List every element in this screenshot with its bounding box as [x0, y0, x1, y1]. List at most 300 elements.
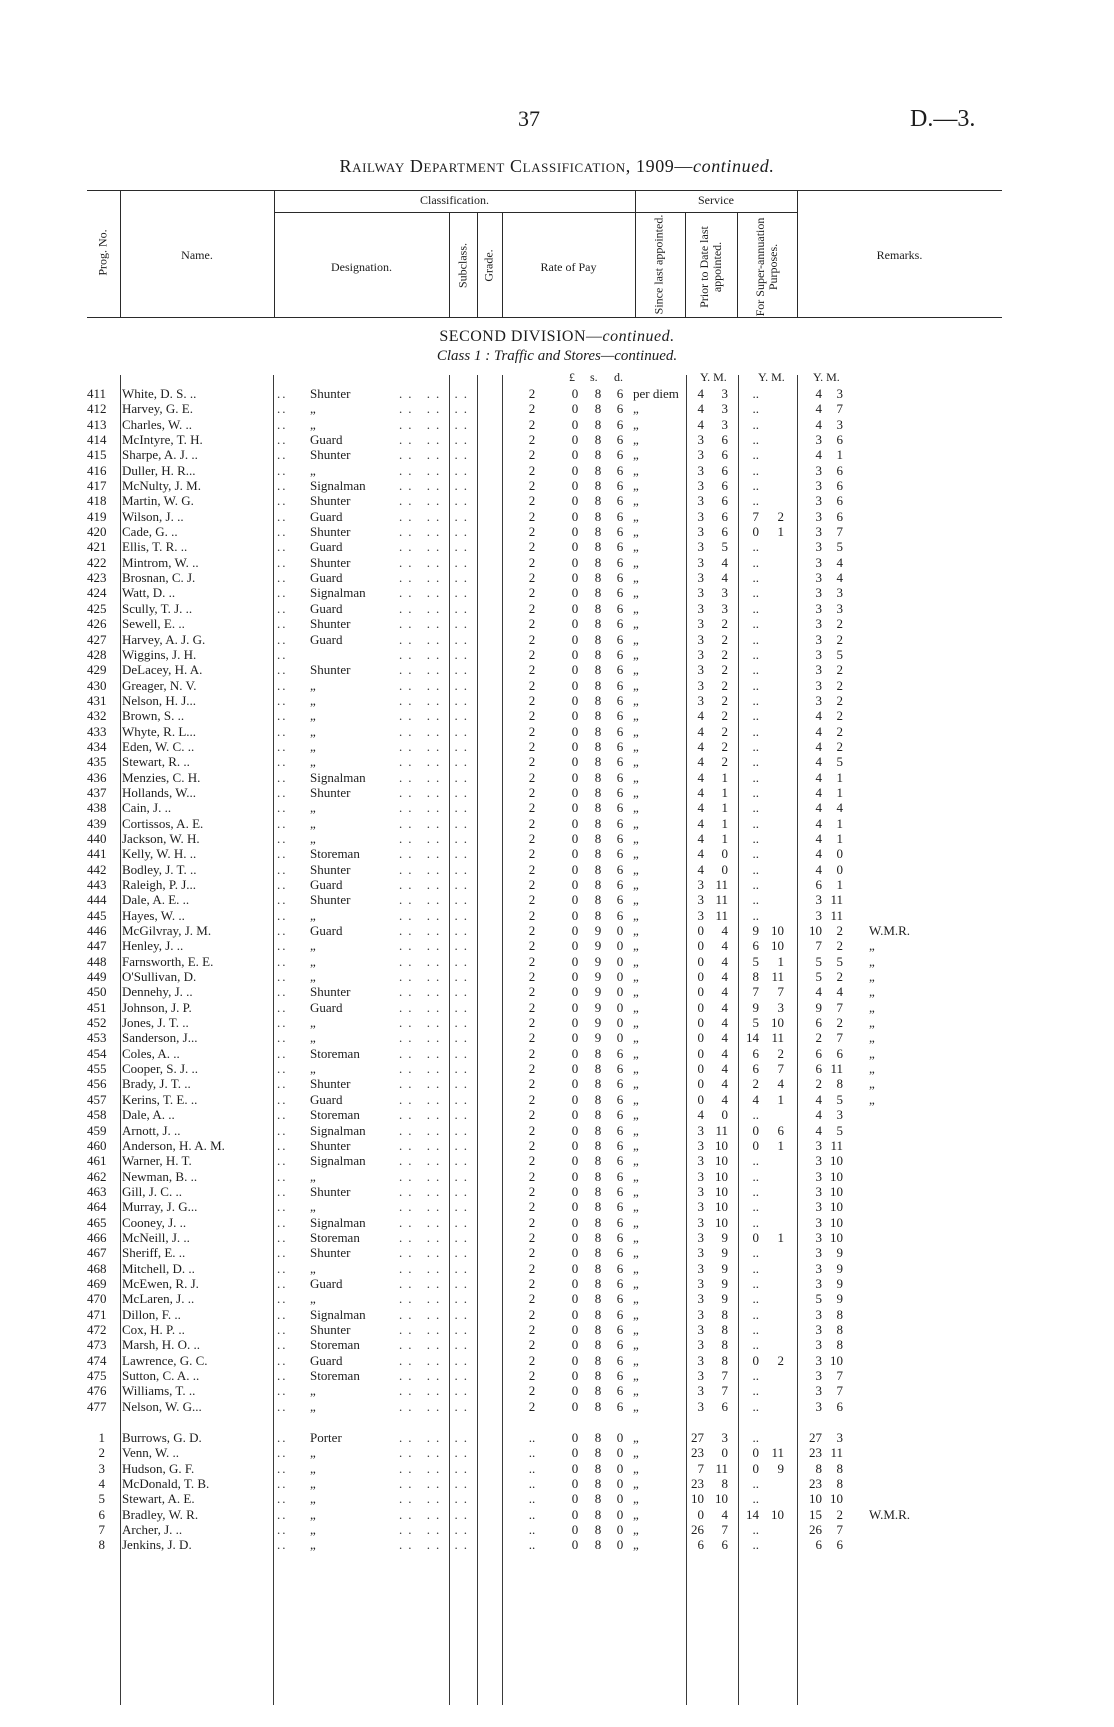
row-since-years: 4	[697, 769, 704, 785]
row-super-months: 8	[836, 1076, 843, 1092]
table-row: .. .. .. .. 476 Williams, T. .. „ 2 0 8 6 „ 3 7 .. 3 7	[87, 1383, 843, 1399]
row-super-months: 11	[830, 1445, 843, 1461]
row-since-years: 4	[697, 830, 704, 846]
row-pay-unit: „	[633, 416, 639, 432]
row-number: 465	[87, 1214, 107, 1230]
row-grade: ..	[528, 1476, 536, 1492]
header-remarks: Remarks.	[876, 248, 923, 262]
row-name: Marsh, H. O. ..	[122, 1337, 200, 1353]
row-since-months: 1	[721, 800, 728, 816]
page-reference: D.—3.	[910, 106, 976, 132]
row-pay-unit: „	[633, 1368, 639, 1383]
row-pay-pounds: 0	[571, 1061, 579, 1077]
row-prior-years: ..	[752, 692, 759, 708]
row-designation: „	[310, 830, 316, 846]
row-super-years: 3	[815, 554, 822, 570]
row-super-months: 1	[836, 830, 843, 846]
row-grade: 2	[528, 1368, 536, 1383]
row-pay-unit: „	[633, 462, 639, 478]
row-designation: Shunter	[310, 892, 351, 908]
row-super-months: 0	[836, 846, 843, 862]
table-row: .. .. .. .. 422 Mintrom, W. .. Shunter 2 0 8 6 „ 3 4 .. 3 4	[87, 554, 843, 570]
row-designation: Storeman	[310, 846, 360, 862]
row-name: Newman, B. ..	[122, 1168, 198, 1184]
row-since-months: 4	[721, 1061, 728, 1077]
row-designation: Shunter	[310, 784, 351, 800]
row-super-years: 3	[815, 662, 822, 678]
row-pay-unit: „	[633, 999, 639, 1015]
row-designation: Guard	[310, 570, 343, 586]
table-header	[87, 190, 1002, 318]
row-prior-years: ..	[752, 1430, 759, 1446]
row-grade: 2	[528, 1245, 536, 1261]
row-since-months: 4	[721, 570, 728, 586]
row-pay-shillings: 8	[594, 1275, 602, 1291]
row-super-years: 3	[815, 616, 822, 632]
row-pay-shillings: 8	[594, 1214, 602, 1230]
row-since-months: 3	[721, 600, 728, 616]
row-super-months: 6	[836, 432, 843, 448]
row-pay-shillings: 8	[594, 416, 602, 432]
row-since-years: 4	[697, 738, 704, 754]
row-grade: ..	[528, 1445, 536, 1461]
row-name: Menzies, C. H.	[122, 769, 201, 785]
row-number: 418	[87, 493, 107, 509]
row-pay-shillings: 9	[594, 984, 602, 1000]
row-since-months: 10	[715, 1153, 728, 1169]
row-designation: „	[310, 1383, 316, 1399]
row-pay-shillings: 8	[594, 1398, 602, 1414]
row-pay-shillings: 8	[594, 631, 602, 647]
header-for-super: For Super-annuation Purposes.	[753, 217, 780, 317]
row-pay-pounds: 0	[571, 554, 579, 570]
row-pay-pounds: 0	[571, 1537, 579, 1553]
row-number: 457	[87, 1091, 107, 1107]
header-designation: Designation.	[331, 260, 392, 274]
row-number: 443	[87, 877, 107, 892]
row-pay-shillings: 8	[594, 1337, 602, 1353]
row-since-years: 3	[697, 1260, 704, 1276]
row-pay-pence: 6	[616, 1321, 624, 1337]
row-since-months: 2	[721, 692, 728, 708]
row-name: Harvey, A. J. G.	[122, 631, 206, 647]
row-since-years: 4	[697, 846, 704, 862]
row-pay-pounds: 0	[571, 1107, 579, 1123]
row-grade: 2	[528, 800, 536, 816]
row-designation: Storeman	[310, 1368, 360, 1383]
row-grade: 2	[528, 478, 536, 494]
row-prior-years: 0	[752, 1352, 759, 1368]
row-prior-months: 2	[777, 508, 784, 524]
row-super-years: 4	[815, 738, 822, 754]
row-pay-pence: 0	[616, 1460, 624, 1476]
row-since-months: 2	[721, 754, 728, 770]
row-pay-pence: 6	[616, 1122, 624, 1138]
row-prior-years: ..	[752, 447, 759, 463]
row-pay-shillings: 8	[594, 1260, 602, 1276]
row-grade: ..	[528, 1522, 536, 1538]
row-super-years: 3	[815, 570, 822, 586]
table-row: .. .. .. .. 449 O'Sullivan, D. „ 2 0 9 0 „ 0 4 8 11 5 2 „	[87, 969, 875, 985]
row-pay-unit: „	[633, 1321, 639, 1337]
row-since-years: 3	[697, 539, 704, 555]
row-pay-unit: „	[633, 1137, 639, 1153]
row-pay-unit: „	[633, 984, 639, 1000]
row-since-months: 6	[721, 462, 728, 478]
table-row: .. .. .. .. 430 Greager, N. V. „ 2 0 8 6 „ 3 2 .. 3 2	[87, 677, 843, 693]
row-designation: Shunter	[310, 662, 351, 678]
row-remarks: „	[869, 1061, 875, 1077]
row-number: 417	[87, 478, 107, 494]
row-number: 436	[87, 769, 107, 785]
row-super-months: 2	[836, 1015, 843, 1031]
row-pay-pence: 6	[616, 570, 624, 586]
row-designation: Storeman	[310, 1107, 360, 1123]
row-pay-pence: 6	[616, 1137, 624, 1153]
row-prior-months: 1	[777, 524, 784, 540]
row-prior-months: 2	[777, 1352, 784, 1368]
row-designation: „	[310, 1491, 316, 1507]
row-number: 474	[87, 1352, 107, 1368]
row-super-months: 3	[836, 416, 843, 432]
row-super-months: 6	[836, 1045, 843, 1061]
row-pay-shillings: 9	[594, 938, 602, 954]
row-pay-pence: 0	[616, 969, 624, 985]
row-prior-years: ..	[752, 1476, 759, 1492]
row-pay-pounds: 0	[571, 938, 579, 954]
row-super-months: 1	[836, 815, 843, 831]
row-pay-pence: 6	[616, 754, 624, 770]
row-pay-pence: 0	[616, 984, 624, 1000]
row-since-months: 3	[721, 585, 728, 601]
row-super-months: 8	[836, 1337, 843, 1353]
row-pay-unit: „	[633, 754, 639, 770]
row-prior-years: ..	[752, 830, 759, 846]
row-super-years: 3	[815, 1368, 822, 1383]
row-since-years: 3	[697, 478, 704, 494]
row-designation: Guard	[310, 877, 343, 892]
table-row: .. .. .. .. 1 Burrows, G. D. Porter .. 0 8 0 „ 27 3 .. 27 3	[87, 1430, 1002, 1445]
row-super-years: 3	[815, 1199, 822, 1215]
row-pay-pence: 6	[616, 401, 624, 417]
row-since-years: 0	[697, 953, 704, 969]
table-row: .. .. .. .. 426 Sewell, E. .. Shunter 2 0 8 6 „ 3 2 .. 3 2	[87, 616, 843, 632]
row-since-years: 3	[697, 1321, 704, 1337]
row-pay-shillings: 8	[594, 892, 602, 908]
row-grade: 2	[528, 877, 536, 892]
row-prior-years: ..	[752, 1321, 759, 1337]
row-super-years: 3	[815, 478, 822, 494]
row-super-years: 4	[815, 386, 822, 401]
row-pay-pounds: 0	[571, 1275, 579, 1291]
row-pay-pounds: 0	[571, 953, 579, 969]
row-super-months: 10	[830, 1491, 843, 1507]
row-since-years: 4	[697, 784, 704, 800]
row-number: 3	[98, 1460, 105, 1476]
row-super-years: 3	[815, 585, 822, 601]
row-super-years: 3	[815, 524, 822, 540]
row-super-months: 2	[836, 969, 843, 985]
row-name: Coles, A. ..	[122, 1045, 180, 1061]
row-prior-years: ..	[752, 1153, 759, 1169]
row-since-months: 7	[721, 1368, 728, 1383]
row-pay-unit: „	[633, 1260, 639, 1276]
row-pay-pence: 0	[616, 923, 624, 939]
table-row: .. .. .. .. 416 Duller, H. R... „ 2 0 8 6 „ 3 6 .. 3 6	[87, 462, 843, 478]
row-name: Martin, W. G.	[122, 493, 194, 509]
row-pay-pence: 0	[616, 1445, 624, 1461]
row-super-months: 6	[836, 508, 843, 524]
table-row: .. .. .. .. 415 Sharpe, A. J. .. Shunter 2 0 8 6 „ 3 6 .. 4 1	[87, 447, 843, 463]
row-since-years: 3	[697, 1383, 704, 1399]
row-pay-pounds: 0	[571, 738, 579, 754]
row-name: Kerins, T. E. ..	[122, 1091, 198, 1107]
row-pay-unit: „	[633, 1045, 639, 1061]
row-prior-years: ..	[752, 1199, 759, 1215]
row-since-years: 3	[697, 493, 704, 509]
row-pay-pence: 0	[616, 999, 624, 1015]
row-pay-shillings: 8	[594, 1107, 602, 1123]
row-prior-years: ..	[752, 554, 759, 570]
row-pay-shillings: 8	[594, 1291, 602, 1307]
row-remarks: „	[869, 999, 875, 1015]
row-designation: Guard	[310, 508, 343, 524]
row-prior-years: ..	[752, 738, 759, 754]
row-pay-pence: 6	[616, 1383, 624, 1399]
row-designation: Shunter	[310, 1321, 351, 1337]
row-name: Eden, W. C. ..	[122, 738, 195, 754]
row-prior-months: 11	[771, 969, 784, 985]
row-number: 463	[87, 1183, 107, 1199]
row-name: McLaren, J. ..	[122, 1291, 195, 1307]
row-pay-shillings: 8	[594, 1352, 602, 1368]
row-prior-months: 10	[771, 923, 784, 939]
row-pay-pounds: 0	[571, 1168, 579, 1184]
row-since-years: 3	[697, 1352, 704, 1368]
row-since-months: 4	[721, 938, 728, 954]
row-pay-pence: 6	[616, 478, 624, 494]
row-since-months: 11	[715, 1460, 728, 1476]
row-prior-years: ..	[752, 646, 759, 662]
row-remarks: „	[869, 1030, 875, 1046]
unit-prior: Y. M.	[758, 370, 785, 384]
row-pay-shillings: 9	[594, 1015, 602, 1031]
row-pay-pounds: 0	[571, 1368, 579, 1383]
row-name: Greager, N. V.	[122, 677, 197, 693]
row-number: 1	[98, 1430, 105, 1446]
table-row: .. .. .. .. 457 Kerins, T. E. .. Guard 2 0 8 6 „ 0 4 4 1 4 5 „	[87, 1091, 875, 1107]
row-designation: Guard	[310, 923, 343, 939]
row-pay-pounds: 0	[571, 1352, 579, 1368]
row-designation: Signalman	[310, 769, 366, 785]
section-class: Class 1 : Traffic and Stores—continued.	[436, 348, 678, 364]
row-number: 464	[87, 1199, 107, 1215]
row-pay-pence: 6	[616, 1107, 624, 1123]
section-division	[0, 328, 1114, 346]
table-row: .. .. .. .. 454 Coles, A. .. Storeman 2 0 8 6 „ 0 4 6 2 6 6 „	[87, 1045, 875, 1061]
row-since-months: 3	[721, 416, 728, 432]
row-number: 475	[87, 1368, 107, 1383]
row-pay-pounds: 0	[571, 861, 579, 877]
row-pay-pounds: 0	[571, 662, 579, 678]
row-designation: „	[310, 953, 316, 969]
row-super-years: 3	[815, 692, 822, 708]
row-designation: „	[310, 938, 316, 954]
row-number: 428	[87, 646, 107, 662]
row-grade: 2	[528, 723, 536, 739]
table-row: .. .. .. .. 451 Johnson, J. P. Guard 2 0 9 0 „ 0 4 9 3 9 7 „	[87, 999, 875, 1015]
row-designation: „	[310, 907, 316, 923]
table-row: .. .. .. .. 442 Bodley, J. T. .. Shunter 2 0 8 6 „ 4 0 .. 4 0	[87, 861, 843, 877]
row-pay-shillings: 8	[594, 1306, 602, 1322]
row-number: 434	[87, 738, 107, 754]
row-pay-pence: 6	[616, 631, 624, 647]
row-number: 426	[87, 616, 107, 632]
row-since-years: 3	[697, 692, 704, 708]
table-row: .. .. .. .. 418 Martin, W. G. Shunter 2 0 8 6 „ 3 6 .. 3 6	[87, 493, 843, 509]
row-pay-unit: „	[633, 1291, 639, 1307]
row-name: Ellis, T. R. ..	[122, 539, 188, 555]
table-row: .. .. .. .. 466 McNeill, J. .. Storeman 2 0 8 6 „ 3 9 0 1 3 10	[87, 1229, 843, 1245]
row-pay-unit: „	[633, 1153, 639, 1169]
row-prior-years: ..	[752, 1537, 759, 1553]
row-pay-pence: 6	[616, 1045, 624, 1061]
row-number: 2	[98, 1445, 105, 1461]
row-remarks: „	[869, 1045, 875, 1061]
row-since-years: 10	[691, 1491, 704, 1507]
row-super-months: 5	[836, 539, 843, 555]
row-pay-pence: 6	[616, 1275, 624, 1291]
row-prior-years: ..	[752, 754, 759, 770]
row-super-months: 2	[836, 723, 843, 739]
row-super-years: 3	[815, 1352, 822, 1368]
row-designation: „	[310, 462, 316, 478]
row-prior-years: 5	[752, 1015, 759, 1031]
row-prior-months: 1	[777, 1229, 784, 1245]
row-grade: 2	[528, 1153, 536, 1169]
row-name: Jackson, W. H.	[122, 830, 200, 846]
row-name: O'Sullivan, D.	[122, 969, 197, 985]
row-grade: 2	[528, 386, 536, 401]
row-grade: 2	[528, 539, 536, 555]
row-grade: 2	[528, 493, 536, 509]
row-grade: 2	[528, 554, 536, 570]
row-pay-shillings: 8	[594, 708, 602, 724]
row-prior-years: ..	[752, 1398, 759, 1414]
row-pay-pounds: 0	[571, 539, 579, 555]
row-super-years: 4	[815, 984, 822, 1000]
row-since-years: 4	[697, 1107, 704, 1123]
row-name: Burrows, G. D.	[122, 1430, 202, 1446]
row-name: Wilson, J. ..	[122, 508, 184, 524]
row-name: Farnsworth, E. E.	[122, 953, 214, 969]
row-super-months: 10	[830, 1153, 843, 1169]
row-prior-years: ..	[752, 723, 759, 739]
row-pay-pence: 6	[616, 1229, 624, 1245]
row-pay-pence: 6	[616, 677, 624, 693]
row-since-months: 4	[721, 923, 728, 939]
row-number: 431	[87, 692, 107, 708]
row-super-years: 7	[815, 938, 822, 954]
table-row: .. .. .. .. 2 Venn, W. .. „ .. 0 8 0 „ 23 0 0 11 23 11	[87, 1445, 1002, 1460]
row-since-years: 23	[691, 1476, 704, 1492]
row-since-months: 4	[721, 1506, 728, 1522]
row-super-years: 6	[815, 1045, 822, 1061]
row-pay-pounds: 0	[571, 416, 579, 432]
row-prior-years: 7	[752, 984, 759, 1000]
row-grade: ..	[528, 1491, 536, 1507]
row-since-months: 11	[715, 907, 728, 923]
row-number: 466	[87, 1229, 107, 1245]
row-pay-pounds: 0	[571, 1291, 579, 1307]
table-row: .. .. .. .. 421 Ellis, T. R. .. Guard 2 0 8 6 „ 3 5 .. 3 5	[87, 539, 843, 555]
row-pay-unit: „	[633, 677, 639, 693]
row-since-months: 4	[721, 999, 728, 1015]
row-pay-unit: „	[633, 1015, 639, 1031]
row-super-months: 2	[836, 616, 843, 632]
row-pay-pence: 6	[616, 1168, 624, 1184]
row-prior-years: ..	[752, 539, 759, 555]
row-pay-pence: 6	[616, 877, 624, 892]
row-since-years: 3	[697, 1398, 704, 1414]
row-pay-pounds: 0	[571, 1199, 579, 1215]
row-pay-pence: 0	[616, 1015, 624, 1031]
row-super-months: 4	[836, 554, 843, 570]
row-grade: 2	[528, 738, 536, 754]
row-grade: 2	[528, 570, 536, 586]
row-super-months: 6	[836, 1398, 843, 1414]
row-pay-unit: „	[633, 907, 639, 923]
row-pay-unit: „	[633, 1445, 639, 1461]
row-super-years: 26	[809, 1522, 822, 1538]
row-grade: 2	[528, 1275, 536, 1291]
row-designation: Shunter	[310, 1137, 351, 1153]
row-since-months: 9	[721, 1275, 728, 1291]
row-pay-pounds: 0	[571, 570, 579, 586]
row-grade: ..	[528, 1460, 536, 1476]
row-super-years: 6	[815, 1015, 822, 1031]
row-super-months: 5	[836, 754, 843, 770]
row-grade: 2	[528, 1107, 536, 1123]
row-grade: 2	[528, 1214, 536, 1230]
row-grade: 2	[528, 1061, 536, 1077]
row-pay-pounds: 0	[571, 1321, 579, 1337]
row-designation: „	[310, 677, 316, 693]
table-row: .. .. .. .. 459 Arnott, J. .. Signalman 2 0 8 6 „ 3 11 0 6 4 5	[87, 1122, 843, 1138]
row-pay-unit: „	[633, 708, 639, 724]
row-grade: 2	[528, 462, 536, 478]
title-continued: continued.	[693, 156, 775, 176]
row-grade: 2	[528, 416, 536, 432]
row-since-years: 3	[697, 1337, 704, 1353]
table-row: .. .. .. .. 425 Scully, T. J. .. Guard 2 0 8 6 „ 3 3 .. 3 3	[87, 600, 843, 616]
row-designation: Signalman	[310, 478, 366, 494]
row-pay-shillings: 8	[594, 738, 602, 754]
row-since-months: 0	[721, 1445, 728, 1461]
row-number: 451	[87, 999, 107, 1015]
row-super-years: 3	[815, 1321, 822, 1337]
table-row: .. .. .. .. 437 Hollands, W... Shunter 2 0 8 6 „ 4 1 .. 4 1	[87, 784, 843, 800]
row-prior-months: 6	[777, 1122, 784, 1138]
row-pay-pounds: 0	[571, 969, 579, 985]
row-pay-pounds: 0	[571, 1506, 579, 1522]
row-pay-shillings: 8	[594, 1168, 602, 1184]
row-name: Charles, W. ..	[122, 416, 193, 432]
row-prior-months: 4	[777, 1076, 784, 1092]
row-pay-shillings: 8	[594, 1061, 602, 1077]
row-number: 442	[87, 861, 107, 877]
row-pay-unit: „	[633, 923, 639, 939]
